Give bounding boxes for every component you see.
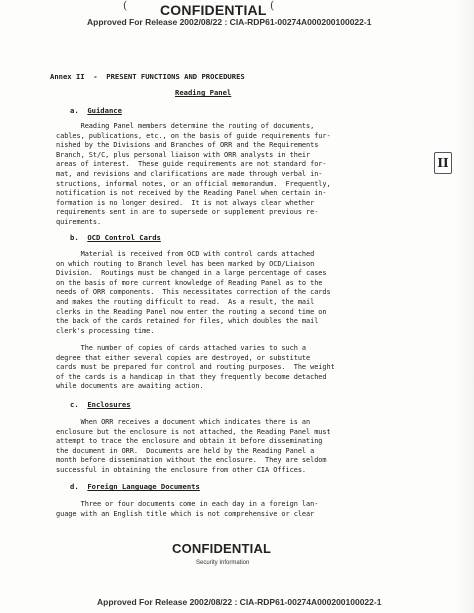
- paragraph-enclosures: When ORR receives a document which indicates there is an enclosure but the enclosure is not attached, the Reading Panel must attempt to trace the enclosure and obtain it before disseminating the document in ORR. Documents are held by the Reading Panel a month before dissemination without the enclosure. They are seldom successful in obtaining the enclosure from other CIA Offices.: [56, 418, 331, 474]
- reading-panel-subheading: Reading Panel: [175, 88, 232, 97]
- section-d-heading: [70, 482, 200, 491]
- margin-mark-left: (: [123, 0, 128, 12]
- scan-edge-shadow: [455, 0, 474, 613]
- paragraph-control-cards-2: The number of copies of cards attached varies to such a degree that either several copies are destroyed, or substitute cards must be prepared for control and routing purposes. The weight of the cards is a handicap in that they frequently become detached while documents are awaiting action.: [56, 344, 335, 391]
- section-b-letter: b.: [70, 233, 79, 242]
- section-c-letter: c.: [70, 400, 79, 409]
- top-release-line: Approved For Release 2002/08/22 : CIA-RDP61-00274A000200100022-1: [87, 17, 372, 27]
- paragraph-guidance: Reading Panel members determine the routing of documents, cables, publications, etc., on the basis of guide requirements fur- nished by the Divisions and Branches of ORR and the Requirements Branch, St/C, plus personal liaison with ORR analysts in their areas of interest. These guide requirements are not standard for- mat, and revisions and clarifications are made through verbal in- structions, informal notes, or an official memorandum. Frequently, notification is not received by the Reading Panel when certain in- formation is no longer desired. It is not always clear whether requirements sent in are to supersede or supplement previous re- quirements.: [56, 122, 331, 226]
- paragraph-control-cards-1: Material is received from OCD with control cards attached on which routing to Branch level has been marked by OCD/Liaison Division. Routings must be changed in a large percentage of cases on the basis of more current knowledge of Reading Panel as to the needs of ORR components. This necessitates correction of the cards and makes the routing difficult to read. As a result, the mail clerks in the Reading Panel now enter the routing a second time on the back of the cards retained for files, which doubles the mail clerk's processing time.: [56, 250, 331, 335]
- annex-heading: Annex II - PRESENT FUNCTIONS AND PROCEDURES: [50, 72, 245, 81]
- section-c-heading: [70, 400, 131, 409]
- section-a-letter: a.: [70, 106, 79, 115]
- bottom-classification-stamp: CONFIDENTIAL: [172, 541, 272, 556]
- section-a-heading: [70, 106, 122, 115]
- section-d-title: Foreign Language Documents: [87, 482, 200, 491]
- annex-tab-marker: II: [434, 152, 452, 174]
- section-d-letter: d.: [70, 482, 79, 491]
- section-a-title: Guidance: [87, 106, 122, 115]
- paragraph-foreign-language: Three or four documents come in each day in a foreign lan- guage with an English title which is not comprehensive or clear: [56, 500, 319, 518]
- security-information-label: Security Information: [196, 560, 250, 566]
- section-c-title: Enclosures: [87, 400, 131, 409]
- margin-mark-right: (: [270, 0, 275, 12]
- top-classification-stamp: CONFIDENTIAL: [160, 2, 267, 18]
- section-b-title: OCD Control Cards: [87, 233, 161, 242]
- bottom-release-line: Approved For Release 2002/08/22 : CIA-RDP61-00274A000200100022-1: [97, 597, 382, 607]
- section-b-heading: [70, 233, 161, 242]
